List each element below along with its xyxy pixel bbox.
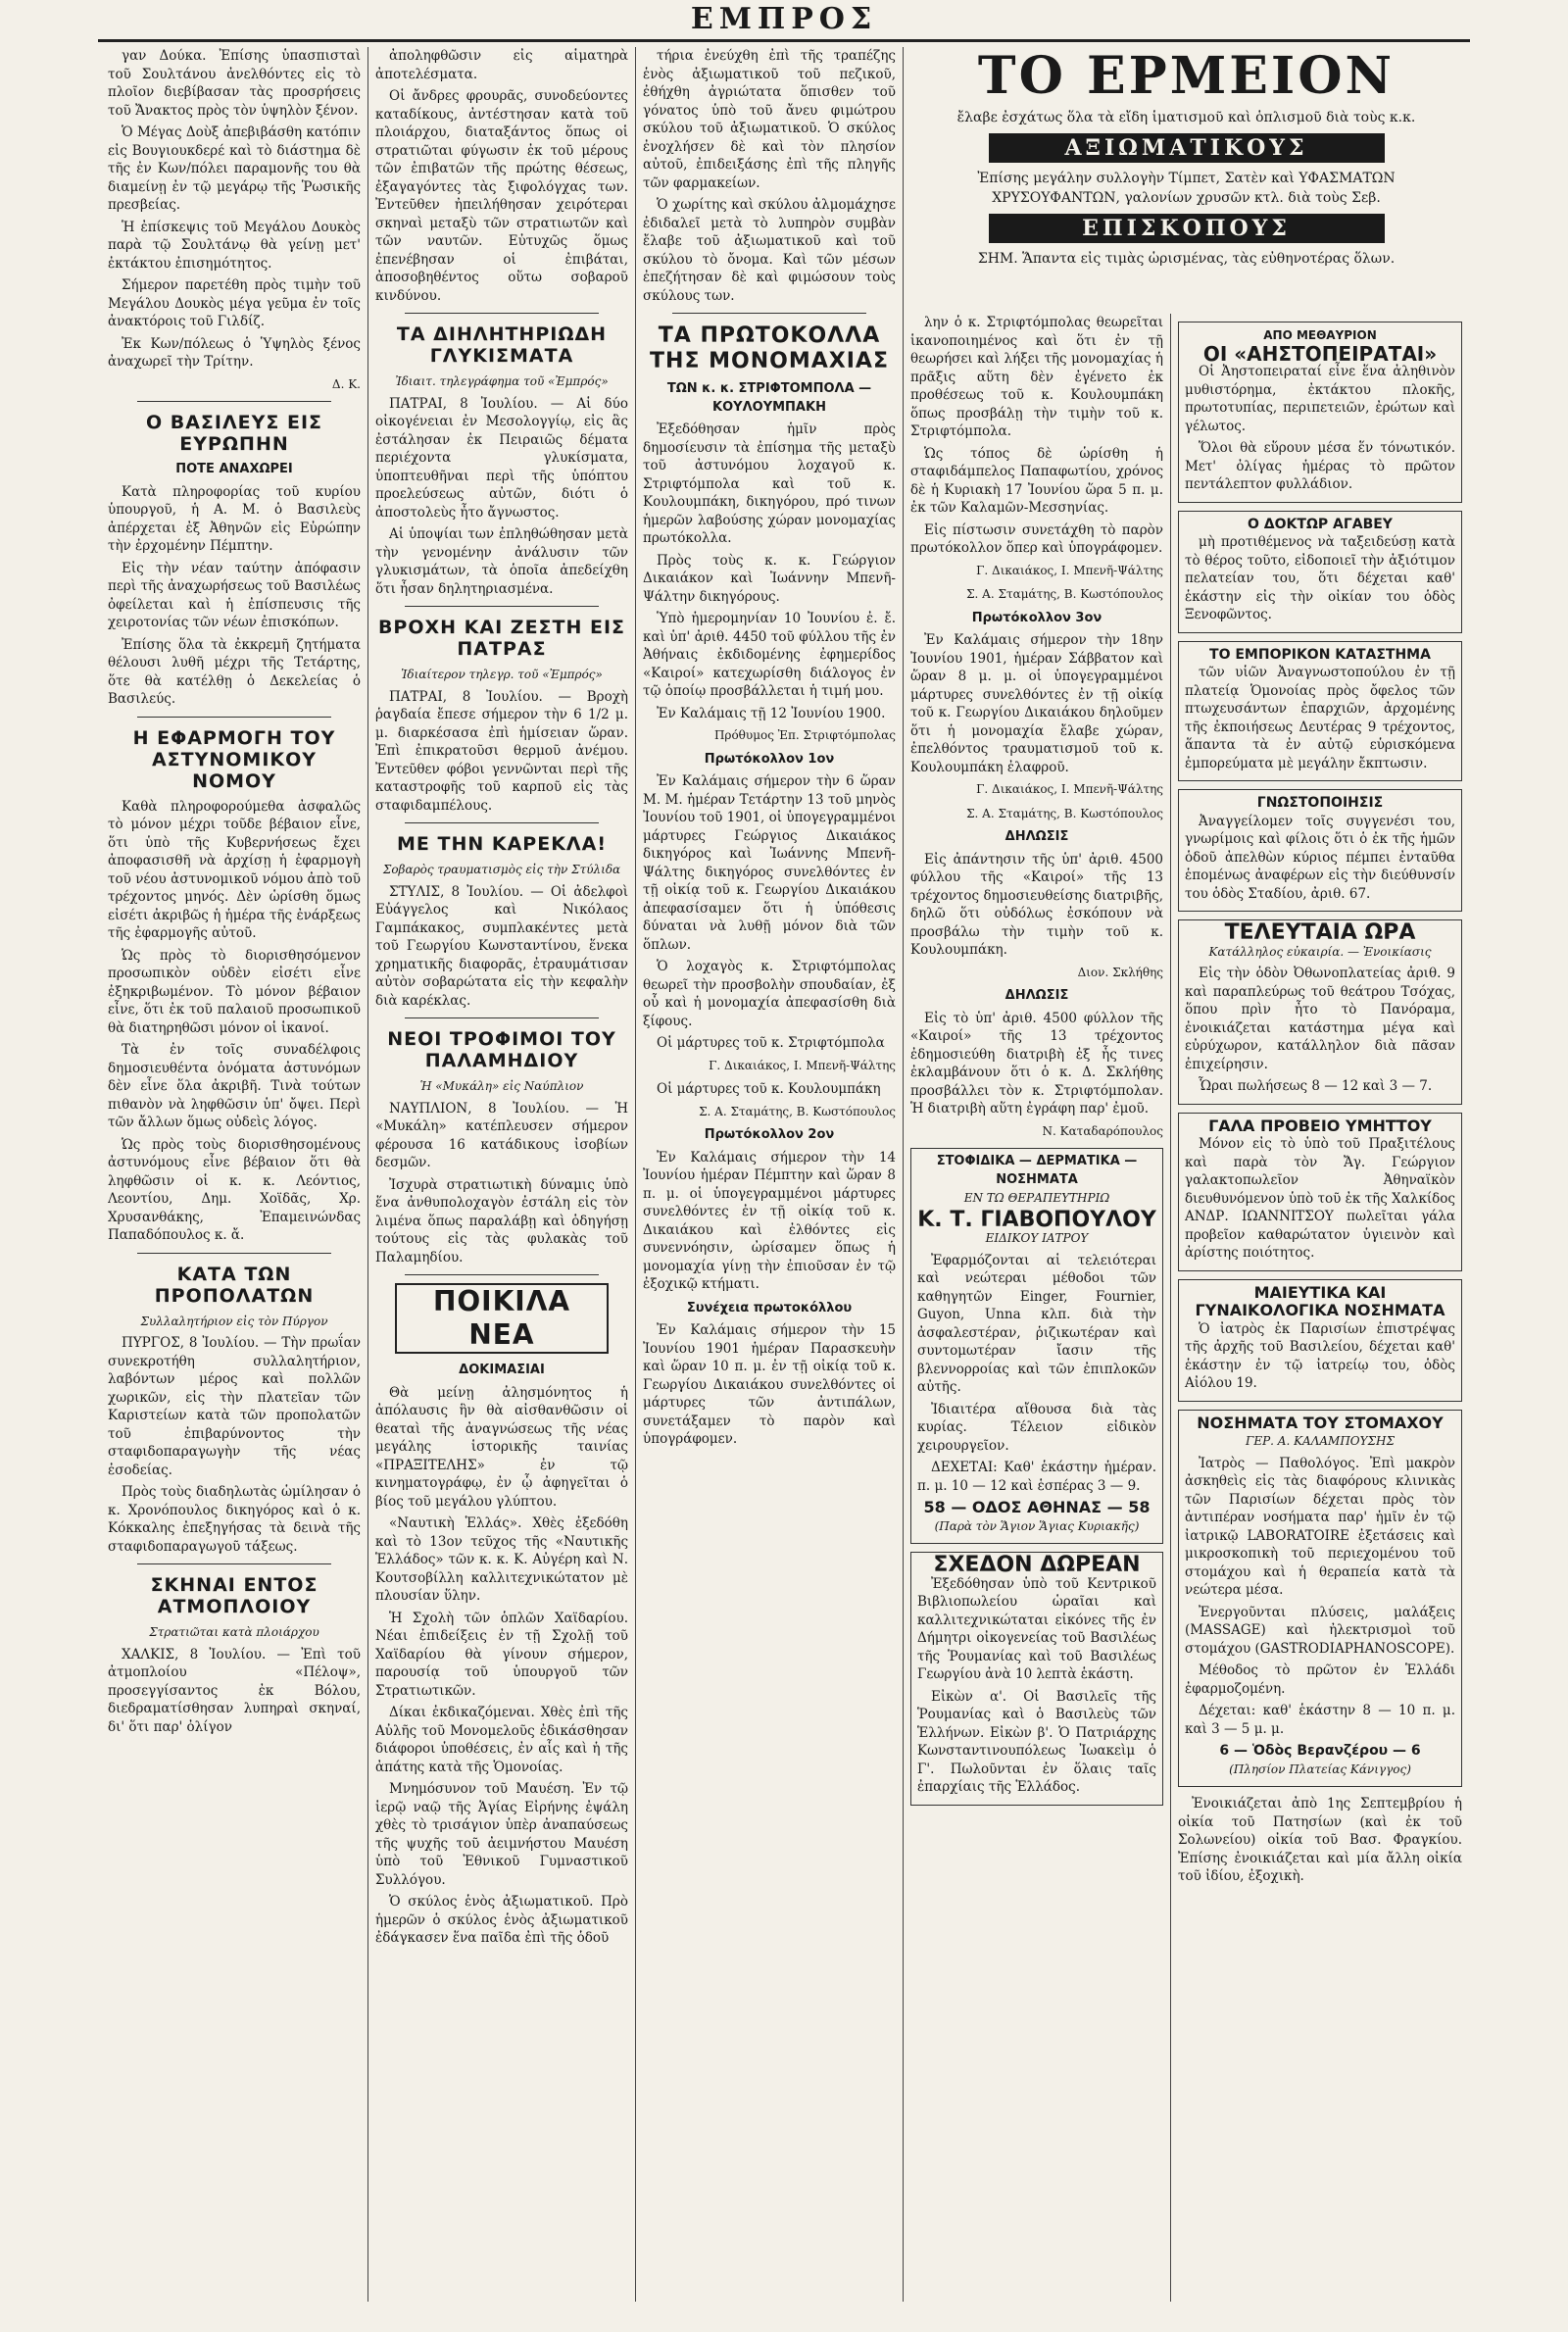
article-text: Εἰς πίστωσιν συνετάχθη τὸ παρὸν πρωτόκολλον ὅπερ καὶ ὑπογράφομεν. xyxy=(910,521,1163,556)
article-text: Ὁ χωρίτης καὶ σκύλου ἀλμομάχησε ἐδιδαλεῖ μετὰ τὸ λυπηρὸν συμβὰν ἔλαβε τοῦ ἀξιωματικοῦ καὶ τοῦ σκύλου τὸ ὄνομα. Καὶ τῶν μέσων ἐπεζήτησαν δὲ καὶ φιμώσουν τοὺς σκύλους των. xyxy=(643,197,896,304)
column-rule xyxy=(903,47,904,2302)
headline: Ο ΒΑΣΙΛΕΥΣ ΕΙΣ ΕΥΡΩΠΗΝ xyxy=(145,412,323,455)
advert-text: μὴ προτιθέμενος νὰ ταξειδεύσῃ κατὰ τὸ θέρος τοῦτο, εἰδοποιεῖ τὴν ἀξιότιμον πελατείαν του, ὅτι δέχεται καθ' ἑκάστην εἰς τὴν οἰκίαν του ὁδὸς Ξενοφῶντος. xyxy=(1185,534,1455,622)
article-text: Ἡ ἐπίσκεψις τοῦ Μεγάλου Δουκὸς παρὰ τῷ Σουλτάνῳ θὰ γείνῃ μετ' ἐκτάκτου ἐπισημότητος. xyxy=(108,219,361,272)
advert-subtitle: (Παρὰ τὸν Ἅγιον Ἅγιας Κυριακῆς) xyxy=(934,1518,1140,1533)
ermeion-advert xyxy=(910,47,1462,302)
headline: ΚΑΤΑ ΤΩΝ ΠΡΟΠΟΛΑΤΩΝ xyxy=(154,1263,315,1307)
subheadline: Συλλαλητήριον εἰς τὸν Πύργον xyxy=(140,1314,328,1328)
divider xyxy=(672,313,866,314)
signature: Γ. Δικαιάκος, Ι. Μπενῆ-Ψάλτης xyxy=(709,1058,896,1072)
article-text: ΝΑΥΠΛΙΟΝ, 8 Ἰουλίου. — Ἡ «Μυκάλη» κατέπλευσεν σήμερον φέρουσα 16 κατάδικους ἰσοβίων δεσμῶν. xyxy=(375,1100,628,1170)
divider xyxy=(137,1563,331,1564)
advert-title: ΓΑΛΑ ΠΡΟΒΕΙΟ ΥΜΗΤΤΟΥ xyxy=(1208,1116,1432,1135)
advert-subtitle: (Πλησίον Πλατείας Κάνιγγος) xyxy=(1229,1761,1411,1776)
headline: Η ΕΦΑΡΜΟΓΗ ΤΟΥ ΑΣΤΥΝΟΜΙΚΟΥ ΝΟΜΟΥ xyxy=(132,726,336,792)
subheadline: ΠΟΤΕ ΑΝΑΧΩΡΕΙ xyxy=(175,462,293,476)
article-text: ΠΑΤΡΑΙ, 8 Ἰουλίου. — Αἱ δύο οἰκογένειαι ἐν Μεσολογγίῳ, εἰς ἃς ἐστάλησαν ἐκ Πειραιῶς δέματα περιέχοντα γλυκίσματα, ὑποπτευθῆναι περὶ τῆς ὑπόπτου προελεύσεως αὐτῶν, διότι ὁ ἀποστολεὺς ἦτο ἄγνωστος. xyxy=(375,395,628,521)
advert-title: ΓΝΩΣΤΟΠΟΙΗΣΙΣ xyxy=(1256,795,1384,811)
article-text: Εἰς τὸ ὑπ' ἀριθ. 4500 φύλλον τῆς «Καιροί» τῆς 13 τρέχοντος ἐδημοσιεύθη διατριβὴ ἐξ ἧς τινες ἐκλαμβάνουν ὅτι ὁ κ. Δ. Σκλήθης προσβάλλει τὸν κ. Στριφτόμπολαν. Ἡ διατριβὴ αὕτη ἐγράφη παρ' ἐμοῦ. xyxy=(910,1010,1163,1116)
advert-title: ΣΧΕΔΟΝ ΔΩΡΕΑΝ xyxy=(933,1553,1141,1577)
advert-box xyxy=(1178,641,1462,782)
article-text: Ἐνοικιάζεται ἀπὸ 1ης Σεπτεμβρίου ἡ οἰκία τοῦ Πατησίων (καὶ ἐκ τοῦ Σολωνείου) οἰκία τοῦ Βασ. Φραγκίου. Ἐπίσης ἐνοικιάζεται καὶ μία ἄλλη οἰκία τοῦ ἰδίου, ἐξοχικὴ. xyxy=(1178,1796,1462,1884)
article-text: Ὑπὸ ἡμερομηνίαν 10 Ἰουνίου ἐ. ἔ. καὶ ὑπ' ἀριθ. 4450 τοῦ φύλλου τῆς ἐν Ἀθήναις ἐκδιδομένης ἐφημερίδος «Καιροί» κατεχωρίσθη διάλογος ἐν τῷ ὁποίῳ προσβάλλεται ἡ τιμή μου. xyxy=(643,611,896,699)
column-1 xyxy=(108,47,361,2302)
advert-text: Ὁ ἰατρὸς ἐκ Παρισίων ἐπιστρέψας τῆς ἀρχῆς τοῦ Βασιλείου, δέχεται καθ' ἑκάστην ἐν τῷ ἰατρείῳ του, ὁδὸς Αἰόλου 19. xyxy=(1185,1320,1455,1391)
article-text: Καθὰ πληροφορούμεθα ἀσφαλῶς τὸ μόνον μέχρι τοῦδε βέβαιον εἶνε, ὅτι ὑπὸ τῆς Κυβερνήσεως ἔχει ἀποφασισθῆ νὰ ἀρχίσῃ ἡ ἐφαρμογὴ τοῦ νέου ἀστυνομικοῦ νόμου ἀπὸ τοῦ τρέχοντος μηνός. Δὲν ὡρίσθη ὅμως εἰσέτι ἀκριβῶς ἡ ἡμέρα τῆς ἐνάρξεως τῆς ἐφαρμογῆς αὐτοῦ. xyxy=(108,798,361,941)
article-text: Θὰ μείνῃ ἀλησμόνητος ἡ ἀπόλαυσις ἣν θὰ αἰσθανθῶσιν οἱ θεαταὶ τῆς ἀναγνώσεως τῆς νέας μεγάλης ἱστορικῆς ταινίας «ΠΡΑΞΙΤΕΛΗΣ» ἐν τῷ κινηματογράφῳ, ἐν ᾧ ἀφηγεῖται ὁ βίος τοῦ μεγάλου γλύπτου. xyxy=(375,1384,628,1510)
divider xyxy=(405,822,599,823)
advert-text: Ὧραι πωλήσεως 8 — 12 καὶ 3 — 7. xyxy=(1199,1078,1433,1094)
article-text: Ὁ Μέγας Δοὺξ ἀπεβιβάσθη κατόπιν εἰς Βουγιουκδερέ καὶ τὸ διάστημα δὲ τῆς ἐν Κων/πόλει παραμονῆς του θὰ διαμείνῃ ἐν τῷ μεγάρῳ τῆς Ῥωσικῆς πρεσβείας. xyxy=(108,124,361,213)
subheadline: Ἰδιαιτ. τηλεγράφημα τοῦ «Ἐμπρός» xyxy=(395,374,609,388)
headline: ΤΑ ΔΙΗΛΗΤΗΡΙΩΔΗ ΓΛΥΚΙΣΜΑΤΑ xyxy=(396,323,608,367)
signature: Γ. Δικαιάκος, Ι. Μπενῆ-Ψάλτης xyxy=(976,782,1163,796)
subheadline: ΤΩΝ κ. κ. ΣΤΡΙΦΤΟΜΠΟΛΑ — ΚΟΥΛΟΥΜΠΑΚΗ xyxy=(666,381,872,415)
article-text: λην ὁ κ. Στριφτόμπολας θεωρεῖται ἱκανοποιημένος καὶ ὅτι ἐν τῇ θεωρήσει καὶ λήξει τῆς μονομαχίας ἡ πρᾶξις αὕτη δὲν ἐγένετο ἐκ προθέσεως τοῦ κ. Κουλουμπάκη ὅπως προσβάλῃ τὴν τιμὴν τοῦ κ. Στριφτόμπολα. xyxy=(910,315,1163,439)
article-text: Κατὰ πληροφορίας τοῦ κυρίου ὑπουργοῦ, ἡ Α. Μ. ὁ Βασιλεὺς ἀπέρχεται ἐξ Ἀθηνῶν εἰς Εὐρώπην τὴν ἐρχομένην Πέμπτην. xyxy=(108,483,361,554)
advert-text: Εἰκὼν α'. Οἱ Βασιλεῖς τῆς Ῥουμανίας καὶ ὁ Βασιλεὺς τῶν Ἑλλήνων. Εἰκὼν β'. Ὁ Πατριάρχης Κωνσταντινουπόλεως Ἰωακεὶμ ὁ Γ'. Πωλοῦνται ἐν ὅλαις ταῖς ἐπαρχίαις τῆς Ἑλλάδος. xyxy=(917,1688,1156,1795)
advert-title: ΤΟ ΕΡΜΕΙΟΝ xyxy=(977,47,1396,106)
signature: Δ. Κ. xyxy=(331,376,361,391)
advert-text: Οἱ Ἀηστοπειραταί εἶνε ἕνα ἀληθινὸν μυθιστόρημα, ἐκτάκτου πλοκῆς, πρωτοτυπίας, περιπετειῶν, ἐρώτων καὶ γέλωτος. xyxy=(1185,364,1455,434)
divider xyxy=(137,717,331,718)
advert-subtitle: ΕΙΔΙΚΟΥ ΙΑΤΡΟΥ xyxy=(985,1231,1089,1245)
advert-box xyxy=(910,1552,1163,1806)
advert-text: Ἐφαρμόζονται αἱ τελειότεραι καὶ νεώτεραι μέθοδοι τῶν καθηγητῶν Einger, Fournier, Guyon, Unna κλπ. διὰ τὴν ἀσφαλεστέραν, ῥιζικωτέραν καὶ συντομωτέραν ἴασιν τῆς βλεννορροίας καὶ τῶν ἐπιπλοκῶν αὐτῆς. xyxy=(917,1252,1156,1395)
advert-subtitle: ΓΕΡ. Α. ΚΑΛΑΜΠΟΥΣΗΣ xyxy=(1246,1434,1395,1448)
advert-text: Μέθοδος τὸ πρῶτον ἐν Ἑλλάδι ἐφαρμοζομένη. xyxy=(1185,1662,1455,1697)
article-text: «Ναυτικὴ Ἑλλάς». Χθὲς ἐξεδόθη καὶ τὸ 13ον τεῦχος τῆς «Ναυτικῆς Ἑλλάδος» τῶν κ. κ. Κ. Αὐγέρη καὶ Ν. Κουτσοβίλλη καλλιτεχνικώτατον μὲ πλουσίαν ὕλην. xyxy=(375,1515,628,1604)
column-2 xyxy=(375,47,628,2302)
article-text: Ἡ Σχολὴ τῶν ὁπλῶν Χαϊδαρίου. Νέαι ἐπιδείξεις ἐν τῇ Σχολῇ τοῦ Χαϊδαρίου θὰ γίνουν σήμερον, παρουσίᾳ τοῦ ὑπουργοῦ τῶν Στρατιωτικῶν. xyxy=(375,1610,628,1699)
advert-text: Δέχεται: καθ' ἑκάστην 8 — 10 π. μ. καὶ 3 — 5 μ. μ. xyxy=(1185,1703,1455,1737)
article-text: Ὡς πρὸς τὸ διορισθησόμενον προσωπικὸν οὐδὲν εἰσέτι εἶνε ἐξηκριβωμένον. Τὸ μόνον βέβαιον εἶνε, ὅτι ἐκ τοῦ παλαιοῦ προσωπικοῦ θὰ διατηρηθῶσι μόνον οἱ ἱκανοί. xyxy=(108,947,361,1036)
advert-text: Ἐξεδόθησαν ὑπὸ τοῦ Κεντρικοῦ Βιβλιοπωλείου ὡραῖαι καὶ καλλιτεχνικώταται εἰκόνες τῆς ἐν Δήμητρι οἰκογενείας τοῦ Βασιλέως τῆς Ῥουμανίας καὶ τοῦ Βασιλέως Γεωργίου ἀνὰ 10 λεπτὰ ἑκάστη. xyxy=(917,1575,1156,1682)
advert-title: ΝΟΣΗΜΑΤΑ ΤΟΥ ΣΤΟΜΑΧΟΥ xyxy=(1197,1413,1444,1432)
subheadline: Ἰδιαίτερον τηλεγρ. τοῦ «Ἐμπρός» xyxy=(401,668,603,681)
article-text: Οἱ μάρτυρες τοῦ κ. Στριφτόμπολα xyxy=(657,1035,885,1051)
divider xyxy=(405,313,599,314)
advert-subtitle: Κατάλληλος εὐκαιρία. — Ἐνοικίασις xyxy=(1208,944,1432,959)
article-text: Πρὸς τοὺς κ. κ. Γεώργιον Δικαιάκον καὶ Ἰωάννην Μπενῆ-Ψάλτην δικηγόρους. xyxy=(643,552,896,605)
headline: ΠΟΙΚΙΛΑ ΝΕΑ xyxy=(395,1283,609,1354)
column-rule xyxy=(1170,314,1171,2302)
signature: Πρόθυμος Ἐπ. Στριφτόμπολας xyxy=(713,728,896,742)
headline: ΝΕΟΙ ΤΡΟΦΙΜΟΙ ΤΟΥ ΠΑΛΑΜΗΔΙΟΥ xyxy=(387,1028,616,1071)
masthead-rule xyxy=(98,39,1470,42)
advert-box xyxy=(1178,919,1462,1105)
article-text: ΧΑΛΚΙΣ, 8 Ἰουλίου. — Ἐπὶ τοῦ ἀτμοπλοίου «Πέλοψ», προσεγγίσαντος ἐκ Βόλου, διεδραματίσθησαν λυπηραὶ σκηναί, δι' ὅτι παρ' ὀλίγον xyxy=(108,1646,361,1735)
advert-banner: ΕΠΙΣΚΟΠΟΥΣ xyxy=(989,214,1385,243)
article-text: Οἱ ἄνδρες φρουρᾶς, συνοδεύοντες καταδίκους, ἀντέστησαν κατὰ τοῦ πλοιάρχου, διαταξάντος ὅπως οἱ στρατιῶται φύγωσιν ἐκ τοῦ μέρους τῶν ἐπιβατῶν τῆς πρώτης θέσεως, ἐξαγαγόντες τὰς ξιφολόγχας των. Ἐντεῦθεν ἠπειλήθησαν χειρότεραι σκηναὶ μεταξὺ τῶν στρατιωτῶν καὶ τῶν ναυτῶν. Εὐτυχῶς ὅμως ἐπενέβησαν οἱ ἐπιβάται, ἀποσοβηθέντος οὕτω σοβαροῦ κινδύνου. xyxy=(375,88,628,304)
headline: ΣΚΗΝΑΙ ΕΝΤΟΣ ΑΤΜΟΠΛΟΙΟΥ xyxy=(150,1574,318,1617)
article-text: Εἰς τὴν νέαν ταύτην ἀπόφασιν περὶ τῆς ἀναχωρήσεως τοῦ Βασιλέως ὀφείλεται καὶ ἡ ἐπίσπευσις τῆς χειροτονίας τῶν νέων ἐπισκόπων. xyxy=(108,560,361,630)
article-text: Ἐπίσης ὅλα τὰ ἐκκρεμῆ ζητήματα θέλουσι λυθῆ μέχρι τῆς Τετάρτης, ὅτε θὰ κατέλθῃ ὁ Δεκελείας ὁ Βασιλεύς. xyxy=(108,636,361,707)
advert-text: Ἰατρὸς — Παθολόγος. Ἐπὶ μακρὸν ἀσκηθεὶς εἰς τὰς διαφόρους κλινικὰς τῶν Παρισίων δέχεται πρὸς τὸν ἀντιπέραν νοσήματα παρ' ἡμῖν ἐν τῷ ἰατρικῷ LABORATOIRE ἐξετάσεις καὶ μικροσκοπικὴ τοῦ περιεχομένου τοῦ στομάχου καὶ ἡ θεραπεία κατὰ τὰ νεώτερα μέσα. xyxy=(1185,1455,1455,1598)
article-text: Οἱ μάρτυρες τοῦ κ. Κουλουμπάκη xyxy=(657,1081,881,1097)
subheadline: ΔΗΛΩΣΙΣ xyxy=(1004,988,1069,1003)
article-text: τήρια ἐνεύχθη ἐπὶ τῆς τραπέζης ἑνὸς ἀξιωματικοῦ τοῦ πεζικοῦ, ἐθήχθη ἀγριώτατα ὅπισθεν τοῦ γόνατος ὑπὸ τοῦ ἄνευ φιμώτρου σκύλου τοῦ ἀξιωματικοῦ. Ὁ σκύλος ἐνοχλήσεν δὲ καὶ τὸν πλησίον αὐτοῦ, ἐπιδειξάσης ἐπὶ τῆς πληγῆς τῶν φαρμακείων. xyxy=(643,48,896,191)
advert-text: ΣΗΜ. Ἅπαντα εἰς τιμὰς ὡρισμένας, τὰς εὐθηνοτέρας ὅλων. xyxy=(977,251,1396,267)
signature: Ν. Καταδαρόπουλος xyxy=(1042,1123,1163,1138)
article-text: γαν Δούκα. Ἐπίσης ὑπασπισταὶ τοῦ Σουλτάνου ἀνελθόντες εἰς τὸ πλοῖον διεβίβασαν τὰς προσρήσεις τοῦ Ἄνακτος πρὸς τὸν ὑψηλὸν ξένον. xyxy=(108,48,361,119)
advert-title: ΣΤΟΦΙΔΙΚΑ — ΔΕΡΜΑΤΙΚΑ — ΝΟΣΗΜΑΤΑ xyxy=(936,1154,1138,1187)
article-text: Ἐξεδόθησαν ἡμῖν πρὸς δημοσίευσιν τὰ ἐπίσημα τῆς μεταξὺ τοῦ ἀστυνόμου λοχαγοῦ κ. Στριφτόμπολα καὶ τοῦ κ. Κουλουμπάκη, δικηγόρου, πρό τινων ἡμερῶν λαβούσης χώραν μονομαχίας πρωτόκολλα. xyxy=(643,422,896,546)
advert-box xyxy=(1178,322,1462,503)
article-text: Ἐν Καλάμαις τῇ 12 Ἰουνίου 1900. xyxy=(657,705,886,721)
subheadline: Πρωτόκολλον 2ον xyxy=(704,1127,835,1142)
advert-subtitle: ΕΝ ΤΩ ΘΕΡΑΠΕΥΤΗΡΙΩ xyxy=(963,1191,1110,1205)
advert-text: Ἐνεργοῦνται πλύσεις, μαλάξεις (MASSAGE) καὶ ἠλεκτρισμοὶ τοῦ στομάχου (GASTRODIAPHANOSCOPE). xyxy=(1185,1604,1455,1657)
advert-text: ἔλαβε ἐσχάτως ὅλα τὰ εἴδη ἱματισμοῦ καὶ ὁπλισμοῦ διὰ τοὺς κ.κ. xyxy=(956,110,1416,125)
subheadline: Στρατιῶται κατὰ πλοιάρχου xyxy=(149,1625,319,1639)
advert-text: τῶν υἱῶν Ἀναγνωστοπούλου ἐν τῇ πλατείᾳ Ὁμονοίας πρὸς ὄφελος τῶν πτωχευσάντων ἐπαρχιῶν, ἀρχομένης τῆς ἐκποιήσεως Δευτέρας 9 τρέχοντος, ἅπαντα τὰ ἐν αὐτῷ εὑρισκόμενα ἐμπορεύματα μὲ μεγάλην ἔκπτωσιν. xyxy=(1185,665,1455,771)
advert-text: Εἰς τὴν ὁδὸν Ὀθωνοπλατείας ἀριθ. 9 καὶ παραπλεύρως τοῦ θεάτρου Τσόχας, ὅπου πρὶν ἦτο τὸ Πανόραμα, ἐνοικιάζεται κατάστημα μέγα καὶ εὐρύχωρον, κατάλληλον διὰ πᾶσαν ἐπιχείρησιν. xyxy=(1185,966,1455,1072)
advert-title: ΤΟ ΕΜΠΟΡΙΚΟΝ ΚΑΤΑΣΤΗΜΑ xyxy=(1209,646,1431,663)
article-text: Εἰς ἀπάντησιν τῆς ὑπ' ἀριθ. 4500 φύλλου τῆς «Καιροί» τῆς 13 τρέχοντος δημοσιευθείσης διατριβῆς, δηλῶ ὅτι οὐδόλως ἐσκόπουν νὰ προσβάλω τὴν τιμὴν τοῦ κ. Κουλουμπάκη. xyxy=(910,851,1163,958)
column-3 xyxy=(643,47,896,2302)
advert-text: Μόνον εἰς τὸ ὑπὸ τοῦ Πραξιτέλους καὶ παρὰ τὸν Ἄγ. Γεώργιον γαλακτοπωλεῖον Ἀθηναϊκὸν διευθυνόμενον ὑπὸ τοῦ ἐκ τῆς Χαλκίδος ΑΝΔΡ. ΙΩΑΝΝΙΤΣΟΥ πωλεῖται γάλα προβεῖον καθαρώτατον ὑγιεινὸν καὶ ἀρίστης ποιότητος. xyxy=(1185,1136,1455,1261)
advert-title: Ο ΔΟΚΤΩΡ ΑΓΑΒΕΥ xyxy=(1248,516,1393,532)
article-text: ΠΑΤΡΑΙ, 8 Ἰουλίου. — Βροχὴ ῥαγδαία ἔπεσε σήμερον τὴν 6 1/2 μ. μ. διαρκέσασα ἐπὶ ἡμίσειαν ὥραν. Ἐπὶ ἐπικρατοῦσι θερμοῦ ἀνέμου. Ἐντεῦθεν φόβοι γεννῶνται περὶ τῆς καταστροφῆς τοῦ καρποῦ εἰς τὰς σταφιδαμπέλους. xyxy=(375,688,628,814)
article-text: Δίκαι ἐκδικαζόμεναι. Χθὲς ἐπὶ τῆς Αὐλῆς τοῦ Μονομελοῦς ἐδικάσθησαν διάφοροι ὑποθέσεις, ἐν αἷς καὶ ἡ τῆς ἀπάτης κατὰ τῆς Ὁμονοίας. xyxy=(375,1705,628,1775)
advert-text: ΔΕΧΕΤΑΙ: Καθ' ἑκάστην ἡμέραν. π. μ. 10 — 12 καὶ ἑσπέρας 3 — 9. xyxy=(917,1460,1156,1494)
article-text: Ἐν Καλάμαις σήμερον τὴν 6 ὥραν Μ. Μ. ἡμέραν Τετάρτην 13 τοῦ μηνὸς Ἰουνίου τοῦ 1901, οἱ ὑπογεγραμμένοι μάρτυρες Γεώργιος Δικαιάκος δικηγόρος καὶ Ἰωάννης Μπενῆ-Ψάλτης δικηγόρος συνελθόντες ἐν τῇ οἰκίᾳ τοῦ κ. Γεωργίου Δικαιάκου ἀπεφασίσαμεν ὅτι ἡ ὑπόθεσις δύναται νὰ λυθῇ μόνον διὰ τῶν ὅπλων. xyxy=(643,773,896,953)
column-4 xyxy=(910,314,1163,2302)
subheadline: Ἡ «Μυκάλη» εἰς Ναύπλιον xyxy=(419,1079,584,1093)
divider xyxy=(405,606,599,607)
article-text: Ἐν Καλάμαις σήμερον τὴν 18ην Ἰουνίου 1901, ἡμέραν Σάββατον καὶ ὥραν 8 μ. μ. οἱ ὑπογεγραμμένοι μάρτυρες συνελθόντες ἐν τῇ οἰκίᾳ τοῦ κ. Γεωργίου Δικαιάκου δηλοῦμεν ὅτι ἡ μονομαχία ἔλαβε χώραν, ἐπελθόντος τραυματισμοῦ τοῦ κ. Κουλουμπάκη ἐλαφροῦ. xyxy=(910,632,1163,775)
divider xyxy=(405,1274,599,1275)
signature: Σ. Α. Σταμάτης, Β. Κωστόπουλος xyxy=(699,1104,896,1118)
article-text: Ἐκ Κων/πόλεως ὁ Ὑψηλὸς ξένος ἀναχωρεῖ τὴν Τρίτην. xyxy=(108,335,361,370)
article-text: Ἐν Καλάμαις σήμερον τὴν 15 Ἰουνίου 1901 ἡμέραν Παρασκευὴν καὶ ὥραν 10 π. μ. ἐν τῇ οἰκίᾳ τοῦ κ. Γεωργίου Δικαιάκου συνελθόντες οἱ μάρτυρες τῶν ἀντιπάλων, συνετάξαμεν τὸ παρὸν καὶ ὑπογράφομεν. xyxy=(643,1322,896,1447)
advert-text: Ἰδιαιτέρα αἴθουσα διὰ τὰς κυρίας. Τέλειον εἰδικὸν χειρουργεῖον. xyxy=(917,1401,1156,1454)
advert-box xyxy=(1178,789,1462,912)
subheadline: Συνέχεια πρωτοκόλλου xyxy=(686,1300,853,1315)
signature: Διον. Σκλήθης xyxy=(1077,965,1163,979)
article-text: Ἐν Καλάμαις σήμερον τὴν 14 Ἰουνίου ἡμέραν Πέμπτην καὶ ὥραν 8 π. μ. οἱ ὑπογεγραμμένοι μάρτυρες συνελθόντες ἐν τῇ οἰκίᾳ τοῦ κ. Δικαιάκου καὶ ἐλθόντες εἰς συνεννόησιν, ὠρίσαμεν ὅπως ἡ μονομαχία γίνῃ τὴν ἐπιοῦσαν ἐν τῷ ἐξοχικῷ κτήματι. xyxy=(643,1149,896,1292)
column-5 xyxy=(1178,314,1462,2302)
article-text: ἀποληφθῶσιν εἰς αἱματηρὰ ἀποτελέσματα. xyxy=(375,48,628,82)
divider xyxy=(137,401,331,402)
article-text: Ὡς τόπος δὲ ὡρίσθη ἡ σταφιδάμπελος Παπαφωτίου, χρόνος δὲ ἡ Κυριακὴ 17 Ἰουνίου ὥρα 5 π. μ. ἐκ τῶν Καλαμῶν-Μεσσηνίας. xyxy=(910,445,1163,516)
signature: Σ. Α. Σταμάτης, Β. Κωστόπουλος xyxy=(966,587,1163,601)
advert-box xyxy=(1178,1410,1462,1788)
article-text: Πρὸς τοὺς διαδηλωτὰς ὡμίλησαν ὁ κ. Χρονόπουλος δικηγόρος καὶ ὁ κ. Κόκκαλης ἐπεξηγήσας τὰ δεινὰ τῆς σταφιδοπαραγωγοῦ τάξεως. xyxy=(108,1484,361,1555)
advert-subtitle: ΑΠΟ ΜΕΘΑΥΡΙΟΝ xyxy=(1263,328,1377,342)
advert-title: ΟΙ «ΑΗΣΤΟΠΕΙΡΑΤΑΙ» xyxy=(1202,341,1438,366)
column-rule xyxy=(635,47,636,2302)
subheadline: ΔΟΚΙΜΑΣΙΑΙ xyxy=(459,1363,545,1377)
advert-title: Κ. Τ. ΓΙΑΒΟΠΟΥΛΟΥ xyxy=(917,1207,1156,1232)
headline: ΒΡΟΧΗ ΚΑΙ ΖΕΣΤΗ ΕΙΣ ΠΑΤΡΑΣ xyxy=(377,617,626,660)
advert-title: 6 — Ὁδὸς Βερανζέρου — 6 xyxy=(1219,1743,1421,1759)
divider xyxy=(405,1017,599,1018)
headline: ΜΕ ΤΗΝ ΚΑΡΕΚΛΑ! xyxy=(396,833,607,855)
article-text: Ὁ σκύλος ἑνὸς ἀξιωματικοῦ. Πρὸ ἡμερῶν ὁ σκύλος ἑνὸς ἀξιωματικοῦ ἐδάγκασεν ἕνα παῖδα ἐπὶ τῆς ὁδοῦ xyxy=(375,1894,628,1946)
advert-banner: ΑΞΙΩΜΑΤΙΚΟΥΣ xyxy=(989,133,1385,163)
advert-box xyxy=(1178,511,1462,633)
signature: Σ. Α. Σταμάτης, Β. Κωστόπουλος xyxy=(966,806,1163,820)
advert-title: ΤΕΛΕΥΤΑΙΑ ΩΡΑ xyxy=(1224,920,1416,945)
signature: Γ. Δικαιάκος, Ι. Μπενῆ-Ψάλτης xyxy=(976,563,1163,577)
advert-text: Ἀναγγείλομεν τοῖς συγγενέσι του, γνωρίμοις καὶ φίλοις ὅτι ὁ ἐκ τῆς ἡμῶν ὁδοῦ ἀπελθὼν κύριος πέμπει ἐνταῦθα ἑπομένως ἀναφέρων εἰς τὴν διεύθυνσίν του ὁδὸς Σταδίου, ἀριθ. 67. xyxy=(1185,813,1455,902)
subheadline: Πρωτόκολλον 1ον xyxy=(704,751,835,767)
article-text: Μνημόσυνον τοῦ Μαυέση. Ἐν τῷ ἱερῷ ναῷ τῆς Ἁγίας Εἰρήνης ἐψάλη χθὲς τὸ τρισάγιον ὑπὲρ ἀναπαύσεως τῆς ψυχῆς τοῦ ἀειμνήστου Μαυέση ὑπὸ τοῦ Ἐθνικοῦ Γυμναστικοῦ Συλλόγου. xyxy=(375,1781,628,1888)
article-text: Σήμερον παρετέθη πρὸς τιμὴν τοῦ Μεγάλου Δουκὸς μέγα γεῦμα ἐν τοῖς ἀνακτόροις τοῦ Γιλδίζ. xyxy=(108,277,361,329)
article-text: ΣΤΥΛΙΣ, 8 Ἰουλίου. — Οἱ ἀδελφοὶ Εὐάγγελος καὶ Νικόλαος Γαμπάκακος, συμπλακέντες μετὰ τοῦ Γεωργίου Κωνσταντίνου, ἕνεκα χρηματικῆς διαφορᾶς, ἐτραυμάτισαν αὐτὸν σοβαρώτατα εἰς τὴν κεφαλὴν διὰ καρέκλας. xyxy=(375,883,628,1009)
masthead: ΕΜΠΡΟΣ xyxy=(690,2,878,36)
article-text: ΠΥΡΓΟΣ, 8 Ἰουλίου. — Τὴν πρωΐαν συνεκροτήθη συλλαλητήριον, λαβόντων μέρος καὶ πολλῶν χωρικῶν, εἰς τὴν πλατεῖαν τῶν Καριστείων κατὰ τῶν προπολατῶν τοῦ ἐπιβαρύνοντος τὴν σταφιδοπαραγωγὴν τῆς νέας ἐσοδείας. xyxy=(108,1335,361,1478)
article-text: Τὰ ἐν τοῖς συναδέλφοις δημοσιευθέντα ὀνόματα ἀστυνόμων δὲν εἶνε ὅλα ἀκριβῆ. Τινὰ τούτων πιθανὸν νὰ ληφθῶσιν ὑπ' ὄψει. Περὶ τῶν ἄλλων ὅμως οὐδεὶς λόγος. xyxy=(108,1042,361,1130)
article-text: Ὁ λοχαγὸς κ. Στριφτόμπολας θεωρεῖ τὴν προσβολὴν σπουδαίαν, ἐξ οὗ καὶ ἡ μονομαχία ἀπεφασίσθη διὰ ξίφους. xyxy=(643,959,896,1029)
advert-box xyxy=(1178,1113,1462,1271)
advert-title: ΜΑΙΕΥΤΙΚΑ ΚΑΙ ΓΥΝΑΙΚΟΛΟΓΙΚΑ ΝΟΣΗΜΑΤΑ xyxy=(1195,1282,1446,1319)
advert-box xyxy=(1178,1279,1462,1402)
advert-text: Ἐπίσης μεγάλην συλλογὴν Τίμπετ, Σατὲν καὶ ΥΦΑΣΜΑΤΩΝ ΧΡΥΣΟΥΦΑΝΤΩΝ, γαλονίων χρυσῶν κτλ. διὰ τοὺς Σεβ. xyxy=(977,171,1396,206)
headline: ΤΑ ΠΡΩΤΟΚΟΛΛΑ ΤΗΣ ΜΟΝΟΜΑΧΙΑΣ xyxy=(650,323,889,373)
article-text: Αἱ ὑποψίαι των ἐπληθώθησαν μετὰ τὴν γενομένην ἀνάλυσιν τῶν γλυκισμάτων, τὰ ὁποῖα ἀπεδείχθη ὅτι ἦσαν δηλητηριασμένα. xyxy=(375,526,628,597)
subheadline: Πρωτόκολλον 3ον xyxy=(971,610,1102,625)
article-text: Ὡς πρὸς τοὺς διορισθησομένους ἀστυνόμους εἶνε βέβαιον ὅτι θὰ ληφθῶσιν οἱ κ. κ. Λεόντιος, Λεοντίου, Δημ. Χοϊδᾶς, Χρ. Χρυσανθάκης, Ἐπαμεινώνδας Παπαδόπουλος κ. ἄ. xyxy=(108,1136,361,1243)
advert-title: 58 — ΟΔΟΣ ΑΘΗΝΑΣ — 58 xyxy=(923,1498,1151,1516)
subheadline: ΔΗΛΩΣΙΣ xyxy=(1004,829,1069,844)
subheadline: Σοβαρὸς τραυματισμὸς εἰς τὴν Στύλιδα xyxy=(382,863,621,876)
advert-text: Ὅλοι θὰ εὕρουν μέσα ἕν τόνωτικόν. Μετ' ὀλίγας ἡμέρας τὸ πρῶτον πεντάλεπτον φυλλάδιον. xyxy=(1185,440,1455,492)
advert-box xyxy=(910,1148,1163,1544)
divider xyxy=(137,1253,331,1254)
article-text: Ἰσχυρὰ στρατιωτικὴ δύναμις ὑπὸ ἕνα ἀνθυπολοχαγὸν ἐστάλη εἰς τὸν λιμένα ὅπως παραλάβῃ καὶ ὁδηγήσῃ τούτους εἰς τὰς φυλακὰς τοῦ Παλαμηδίου. xyxy=(375,1176,628,1265)
